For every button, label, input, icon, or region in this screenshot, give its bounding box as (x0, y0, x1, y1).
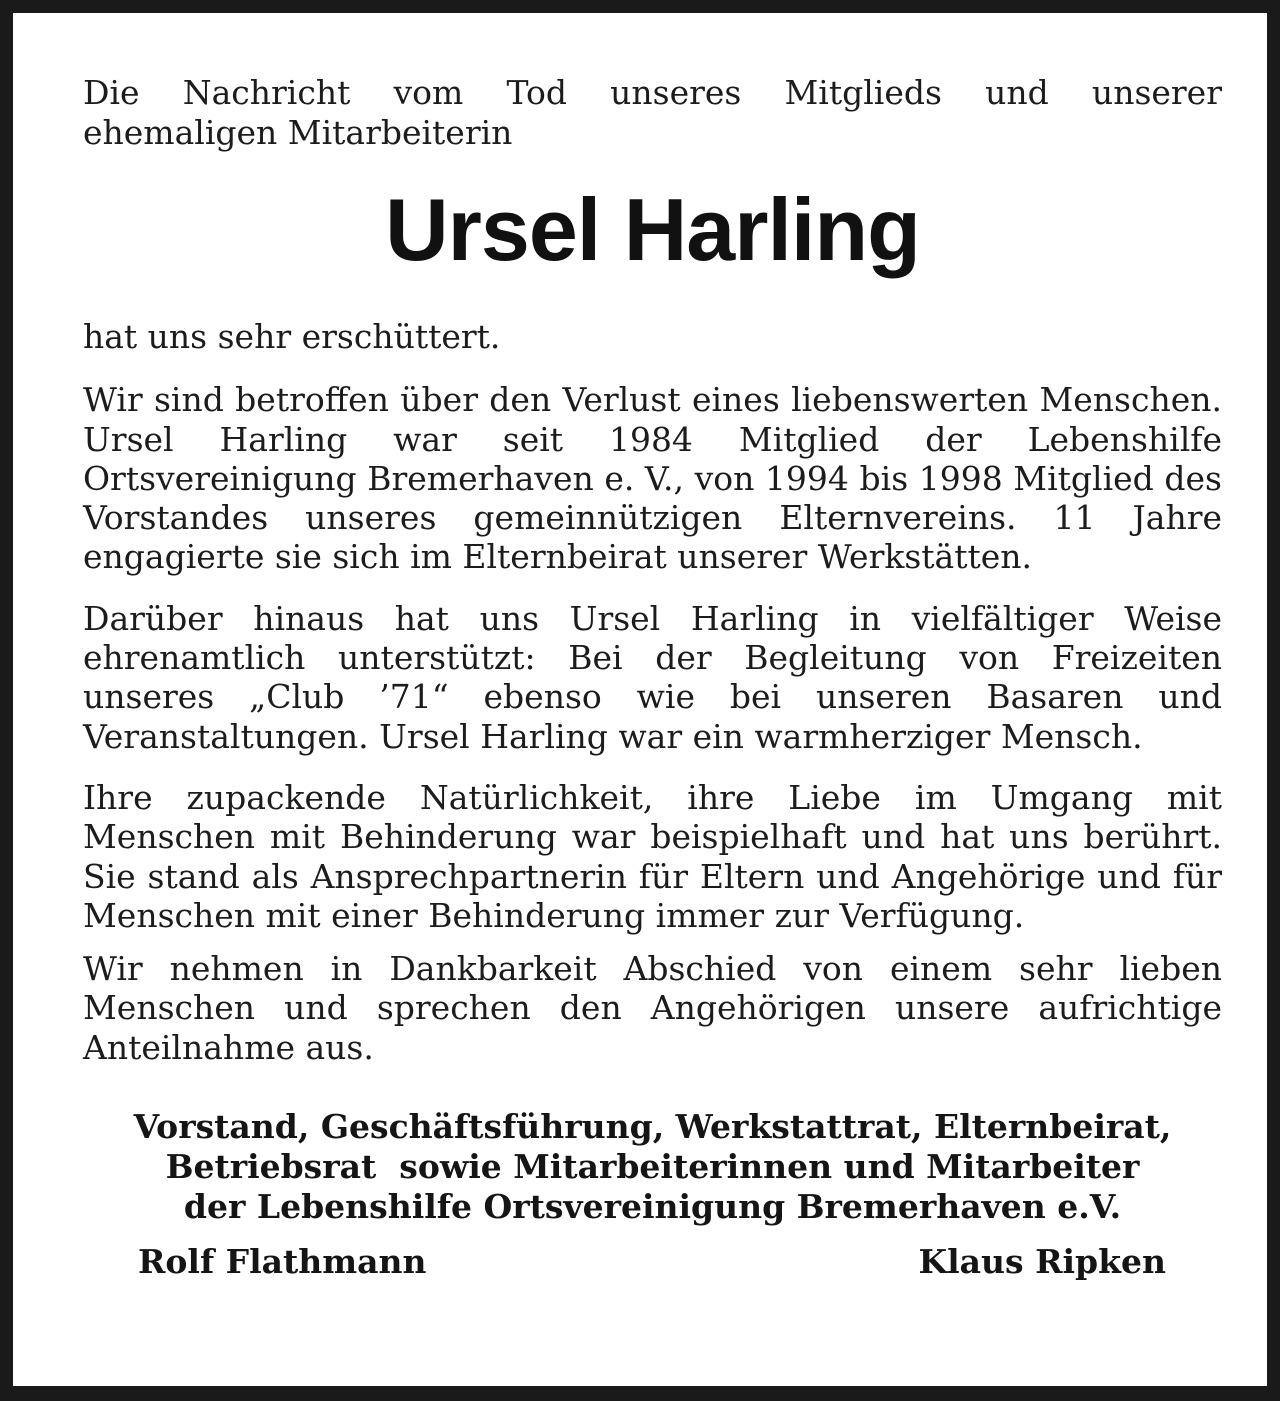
paragraph-farewell: Wir nehmen in Dankbarkeit Abschied von einem sehr lieben Menschen und sprechen den Angehörigen unsere aufrichtige Anteilnahme aus. (83, 949, 1222, 1067)
signature-line-1: Vorstand, Geschäftsführung, Werkstattrat, Elternbeirat, (133, 1107, 1172, 1147)
shock-line: hat uns sehr erschüttert. (83, 317, 501, 356)
signature-line-3: der Lebenshilfe Ortsvereinigung Bremerhaven e.V. (183, 1187, 1122, 1227)
paragraph-membership: Wir sind betroffen über den Verlust eines liebenswerten Menschen. Ursel Harling war seit 1984 Mitglied der Lebenshilfe Ortsvereinigung Bremerhaven e. V., von 1994 bis 1998 Mitglied des Vorstandes unseres gemeinnützigen Elternvereins. 11 Jahre engagierte sie sich im Elternbeirat unserer Werkstätten. (83, 380, 1222, 577)
signatory-right: Klaus Ripken (918, 1242, 1166, 1282)
signatory-left: Rolf Flathmann (138, 1242, 427, 1282)
signature-line-2: Betriebsrat sowie Mitarbeiterinnen und Mitarbeiter (165, 1147, 1140, 1187)
paragraph-volunteering: Darüber hinaus hat uns Ursel Harling in vielfältiger Weise ehrenamtlich unterstützt: Bei der Begleitung von Freizeiten unseres „Club ’71“ ebenso wie bei unseren Basaren und Veranstaltungen. Ursel Harling war ein warmherziger Mensch. (83, 598, 1222, 756)
intro-text (83, 73, 1222, 153)
intro-line-1: Die Nachricht vom Tod unseres Mitglieds und unserer (83, 73, 1222, 112)
paragraph-character: Ihre zupackende Natürlichkeit, ihre Liebe im Umgang mit Menschen mit Behinderung war beispielhaft und hat uns berührt. Sie stand als Ansprechpartnerin für Eltern und Angehörige und für Menschen mit einer Behinderung immer zur Verfügung. (83, 777, 1222, 935)
signature-block (83, 1107, 1222, 1227)
intro-line-2: ehemaligen Mitarbeiterin (83, 113, 513, 152)
signatory-names (83, 1242, 1222, 1282)
notice-content (83, 73, 1222, 1282)
deceased-name: Ursel Harling (385, 180, 920, 279)
